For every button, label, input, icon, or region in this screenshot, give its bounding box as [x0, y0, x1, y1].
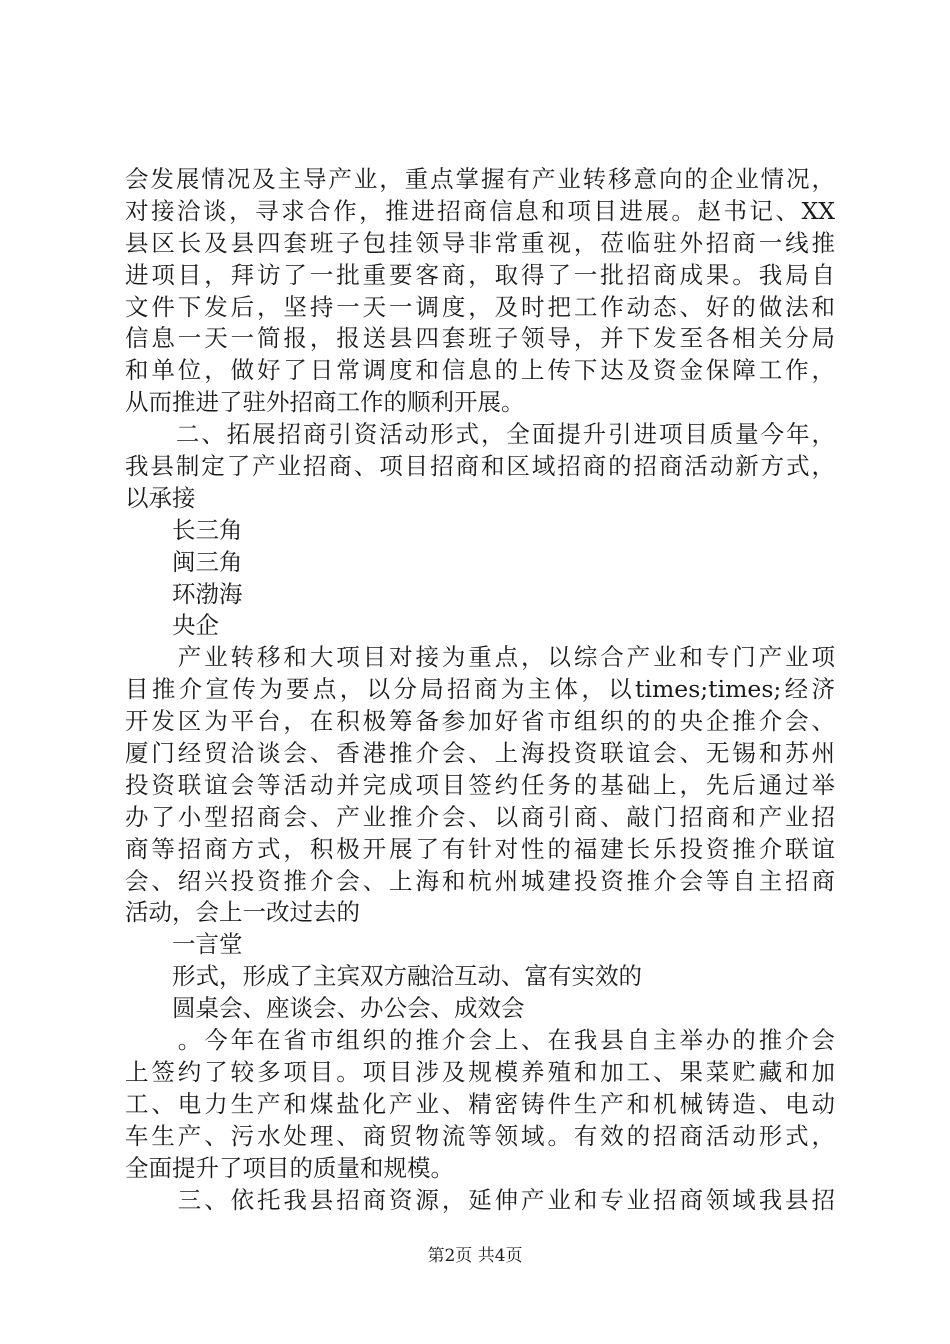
text-line: 投资联谊会等活动并完成项目签约任务的基础上，先后通过举	[125, 770, 835, 799]
text-line: 二、拓展招商引资活动形式，全面提升引进项目质量今年，	[125, 420, 835, 449]
text-line: 全面提升了项目的质量和规模。	[125, 1153, 454, 1182]
text-line: 一言堂	[125, 930, 243, 959]
text-line: 长三角	[125, 515, 243, 544]
page-footer: 第2页 共4页	[427, 1246, 523, 1266]
text-line: 圆桌会、座谈会、办公会、成效会	[125, 994, 525, 1023]
text-line: 进项目，拜访了一批重要客商，取得了一批招商成果。我局自	[125, 260, 835, 289]
text-line: 文件下发后，坚持一天一调度，及时把工作动态、好的做法和	[125, 292, 835, 321]
text-line: 开发区为平台，在积极筹备参加好省市组织的的央企推介会、	[125, 707, 835, 736]
text-line: 我县制定了产业招商、项目招商和区域招商的招商活动新方式，	[125, 452, 835, 481]
text-line: 目推介宣传为要点，以分局招商为主体，以times;times;经济	[125, 675, 835, 704]
text-line: 会发展情况及主导产业，重点掌握有产业转移意向的企业情况，	[125, 165, 835, 193]
text-line: 。今年在省市组织的推介会上、在我县自主举办的推介会	[125, 1026, 835, 1055]
text-line: 从而推进了驻外招商工作的顺利开展。	[125, 388, 525, 417]
text-line: 县区长及县四套班子包挂领导非常重视，莅临驻外招商一线推	[125, 228, 835, 257]
text-line: 三、依托我县招商资源，延伸产业和专业招商领域我县招	[125, 1185, 835, 1214]
text-line: 工、电力生产和煤盐化产业、精密铸件生产和机械铸造、电动	[125, 1089, 835, 1118]
text-line: 信息一天一简报，报送县四套班子领导，并下发至各相关分局	[125, 324, 835, 353]
text-line: 闽三角	[125, 547, 243, 576]
text-line: 车生产、污水处理、商贸物流等领域。有效的招商活动形式，	[125, 1121, 835, 1150]
text-line: 厦门经贸洽谈会、香港推介会、上海投资联谊会、无锡和苏州	[125, 739, 835, 768]
text-line: 办了小型招商会、产业推介会、以商引商、敲门招商和产业招	[125, 802, 835, 831]
text-line: 央企	[125, 611, 219, 640]
text-line: 产业转移和大项目对接为重点，以综合产业和专门产业项	[125, 643, 835, 672]
text-line: 以承接	[125, 483, 196, 512]
text-line: 上签约了较多项目。项目涉及规模养殖和加工、果菜贮藏和加	[125, 1057, 835, 1086]
text-line: 和单位，做好了日常调度和信息的上传下达及资金保障工作，	[125, 356, 835, 385]
text-line: 商等招商方式，积极开展了有针对性的福建长乐投资推介联谊	[125, 834, 835, 863]
text-line: 会、绍兴投资推介会、上海和杭州城建投资推介会等自主招商	[125, 866, 835, 895]
text-line: 对接洽谈，寻求合作，推进招商信息和项目进展。赵书记、XX	[125, 196, 835, 225]
text-line: 环渤海	[125, 579, 243, 608]
text-line: 形式，形成了主宾双方融洽互动、富有实效的	[125, 962, 642, 991]
document-body	[125, 164, 835, 1216]
text-line: 活动，会上一改过去的	[125, 898, 360, 927]
